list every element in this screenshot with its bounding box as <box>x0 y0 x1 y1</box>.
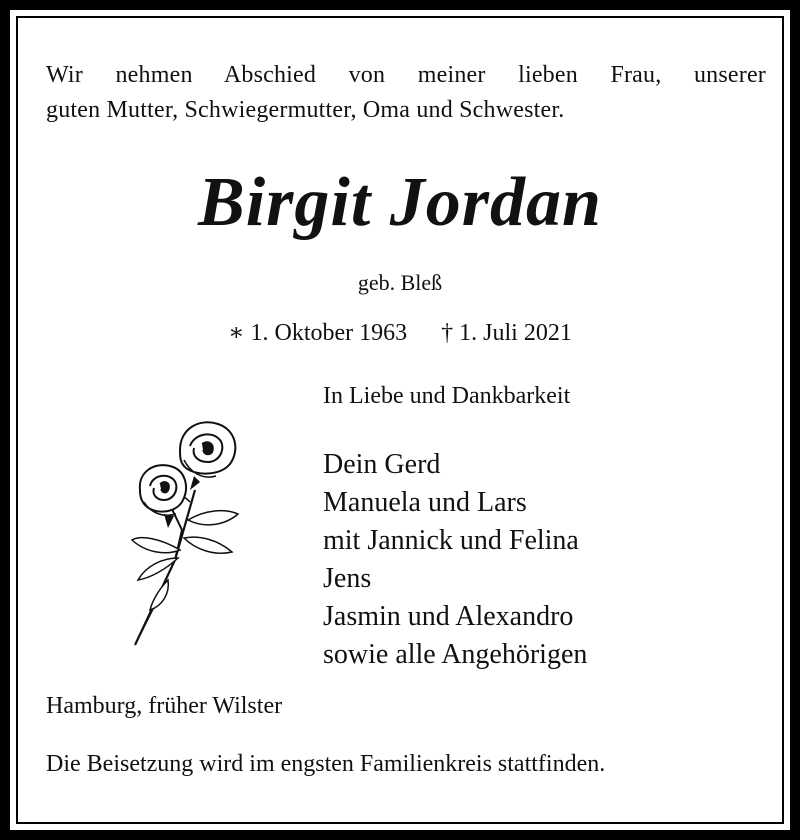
roses-icon <box>120 410 250 650</box>
list-item: Dein Gerd <box>323 449 441 480</box>
intro-line-2: guten Mutter, Schwiegermutter, Oma und Schwester. <box>46 97 565 123</box>
place-line: Hamburg, früher Wilster <box>46 693 283 719</box>
family-list <box>323 446 587 674</box>
obituary-notice <box>10 10 790 830</box>
intro-line-1: Wir nehmen Abschied von meiner lieben Frau, unserer <box>46 62 766 88</box>
gratitude-line: In Liebe und Dankbarkeit <box>323 383 571 409</box>
funeral-note: Die Beisetzung wird im engsten Familienkreis stattfinden. <box>46 751 606 777</box>
birth-symbol: ∗ <box>228 320 245 346</box>
life-dates <box>10 317 790 349</box>
list-item: Manuela und Lars <box>323 487 527 518</box>
list-item: sowie alle Angehörigen <box>323 639 588 670</box>
birth-date: 1. Oktober 1963 <box>250 320 408 346</box>
maiden-name: geb. Bleß <box>357 270 443 295</box>
list-item: Jasmin und Alexandro <box>323 601 574 632</box>
deceased-name: Birgit Jordan <box>198 164 602 241</box>
death-date: 1. Juli 2021 <box>459 320 572 346</box>
death-symbol: † <box>441 320 454 346</box>
intro-text <box>46 58 766 128</box>
list-item: mit Jannick und Felina <box>323 525 579 556</box>
list-item: Jens <box>323 563 372 594</box>
